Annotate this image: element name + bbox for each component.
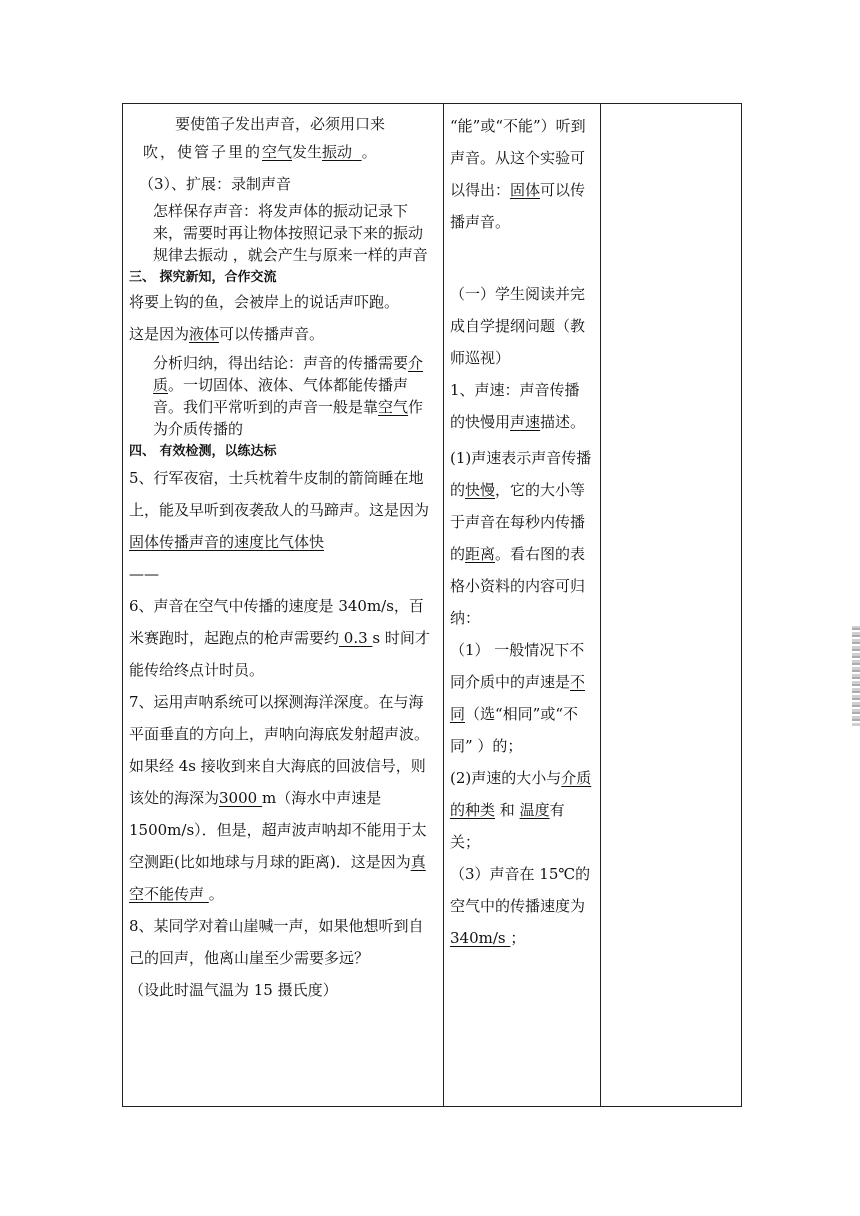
experiment-conclusion: “能”或“不能”）听到声音。从这个实验可以得出：固体可以传播声音。	[450, 117, 586, 231]
conclusion-text: 分析归纳，得出结论：声音的传播需要介质。一切固体、液体、气体都能传播声音。我们平常听到的声音一般是靠空气作为介质传播的	[153, 354, 424, 438]
question-5: 5、行军夜宿，士兵枕着牛皮制的箭筒睡在地上，能及早听到夜袭敌人的马蹄声。这是因为 固体传播声音的速度比气体快 ——	[129, 469, 430, 583]
left-column-cell	[123, 104, 444, 1107]
extension-heading: （3）、扩展：录制声音	[139, 175, 292, 193]
point-3: （3）声音在 15℃的空气中的传播速度为 340m/s ；	[450, 865, 591, 947]
flute-line-2: 吹，使管子里的空气发生振动 。	[143, 143, 377, 161]
fish-line: 将要上钩的鱼，会被岸上的说话声吓跑。	[129, 293, 400, 311]
question-6: 6、声音在空气中传播的速度是 340m/s，百米赛跑时，起跑点的枪声需要约 0.3 s 时间才能传给终点计时员。	[129, 597, 430, 679]
page-edge-mark	[852, 626, 860, 726]
question-8-note: （设此时温气温为 15 摄氏度）	[129, 981, 338, 999]
point-2: (2)声速的大小与介质的种类 和 温度有关；	[450, 769, 592, 851]
flute-line: 要使笛子发出声音，必须用口来	[175, 115, 386, 133]
speed-definition: (1)声速表示声音传播的快慢，它的大小等于声音在每秒内传播的距离。看右图的表格小资料的内容可归纳：	[450, 449, 592, 627]
right-column-cell	[601, 104, 742, 1107]
point-1: （1） 一般情况下不同介质中的声速是不同（选“相同”或“不同” ）的；	[450, 641, 586, 755]
middle-column-cell	[444, 104, 601, 1107]
table-row	[123, 104, 742, 1107]
question-7: 7、运用声呐系统可以探测海洋深度。在与海平面垂直的方向上，声呐向海底发射超声波。如果经 4s 接收到来自大海底的回波信号，则该处的海深为3000 m（海水中声速是 1500m/s）．但是，超声波声呐却不能用于太空测距(比如地球与月球的距离)．这是因为真空不能传声 。	[129, 693, 430, 903]
speed-of-sound: 1、声速：声音传播的快慢用声速描述。	[450, 381, 586, 431]
record-sound-text: 怎样保存声音：将发声体的振动记录下来，需要时再让物体按照记录下来的振动规律去振动 ，就会产生与原来一样的声音	[153, 202, 428, 264]
student-reading: （一）学生阅读并完成自学提纲问题（教师巡视）	[450, 285, 586, 367]
liquid-line: 这是因为液体可以传播声音。	[129, 325, 325, 343]
question-8: 8、某同学对着山崖喊一声，如果他想听到自己的回声，他离山崖至少需要多远？	[129, 917, 424, 967]
section-3-heading: 三、 探究新知，合作交流	[129, 270, 277, 285]
lesson-plan-table	[122, 103, 742, 1107]
section-4-heading: 四、 有效检测，以练达标	[129, 444, 277, 459]
